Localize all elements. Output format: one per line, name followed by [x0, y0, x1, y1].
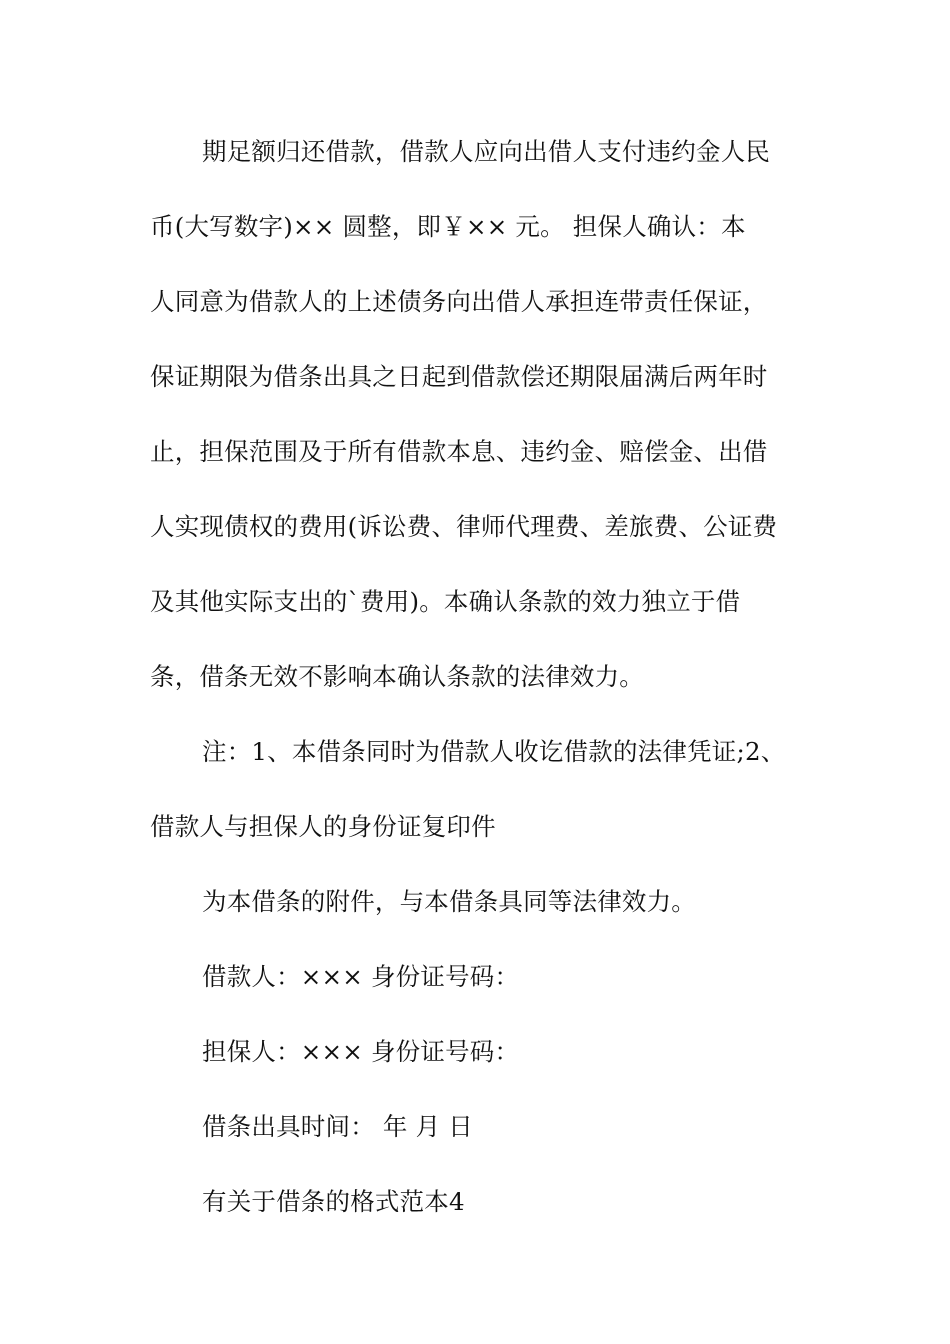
paragraph-line: 止，担保范围及于所有借款本息、违约金、赔偿金、出借 [150, 437, 768, 466]
paragraph-line: 注：1、本借条同时为借款人收讫借款的法律凭证;2、 [202, 737, 786, 766]
issue-date-line: 借条出具时间： 年 月 日 [202, 1112, 473, 1141]
paragraph-line: 人同意为借款人的上述债务向出借人承担连带责任保证， [150, 287, 768, 316]
paragraph-line: 人实现债权的费用(诉讼费、律师代理费、差旅费、公证费 [150, 512, 778, 541]
attachment-line: 为本借条的附件，与本借条具同等法律效力。 [202, 887, 696, 916]
paragraph-line: 保证期限为借条出具之日起到借款偿还期限届满后两年时 [150, 362, 768, 391]
borrower-line: 借款人：××× 身份证号码： [202, 962, 520, 991]
guarantor-line: 担保人：××× 身份证号码： [202, 1037, 520, 1066]
paragraph-line: 条，借条无效不影响本确认条款的法律效力。 [150, 662, 644, 691]
document-body [150, 114, 804, 1239]
next-section-title: 有关于借条的格式范本4 [202, 1187, 465, 1216]
guarantee-paragraph [150, 114, 804, 714]
paragraph-line: 期足额归还借款，借款人应向出借人支付违约金人民 [202, 137, 771, 166]
paragraph-line: 币(大写数字)×× 圆整，即￥×× 元。 担保人确认：本 [150, 212, 746, 241]
paragraph-line: 借款人与担保人的身份证复印件 [150, 812, 496, 841]
note-paragraph [150, 714, 804, 864]
paragraph-line: 及其他实际支出的`费用)。本确认条款的效力独立于借 [150, 587, 741, 616]
